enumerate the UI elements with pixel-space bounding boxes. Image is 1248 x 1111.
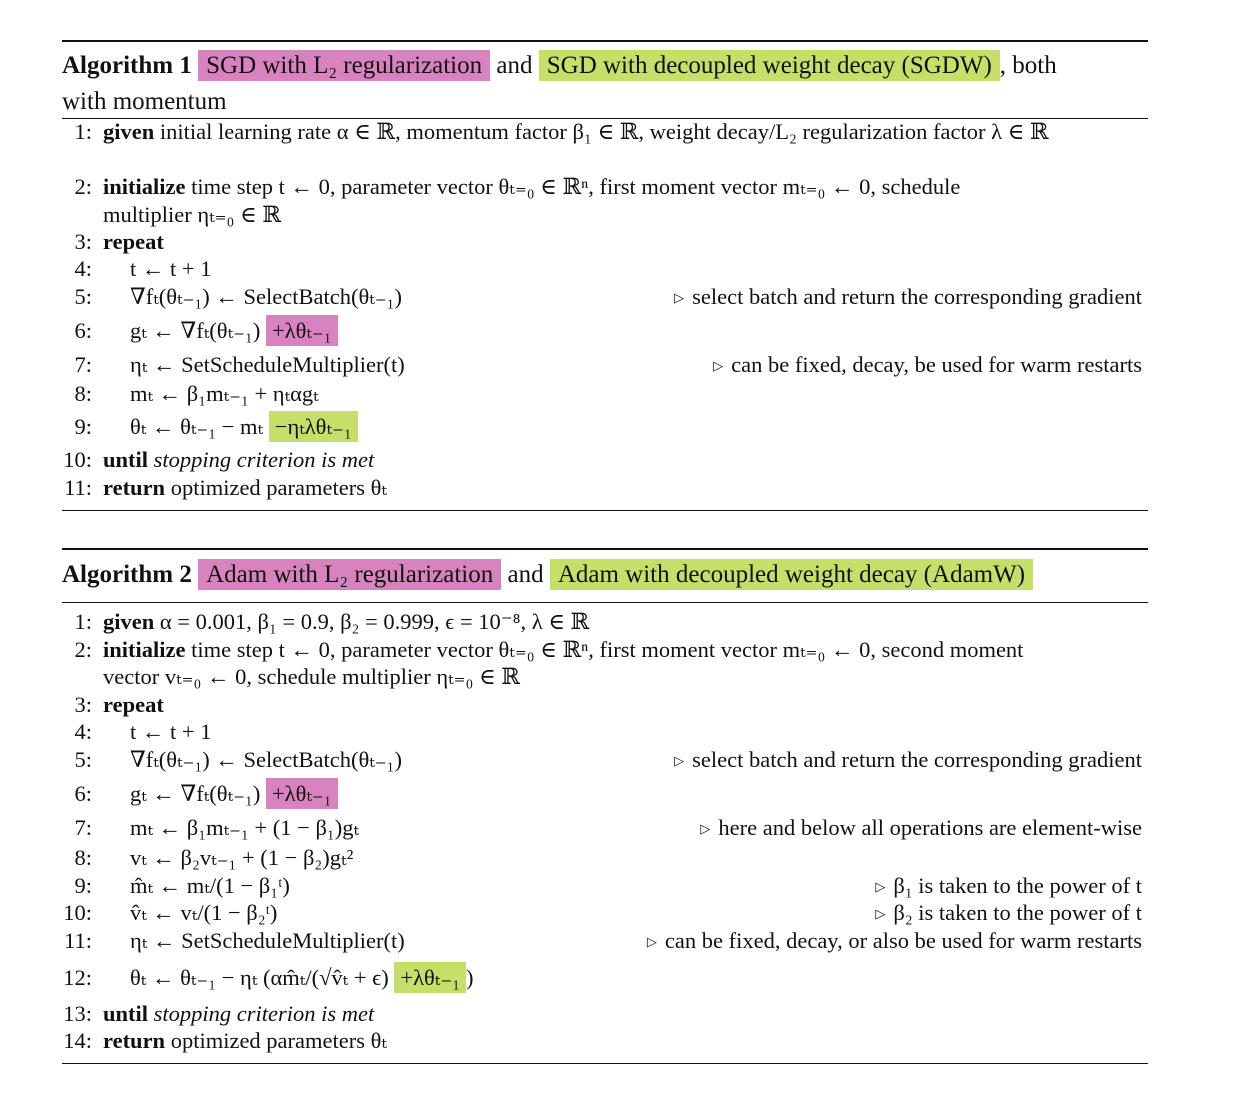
highlighted-term: +λθₜ₋₁ [266,315,338,346]
caption-joiner: and [496,52,533,79]
keyword: until [103,447,149,472]
keyword: return [103,475,166,500]
comment-triangle-icon: ▷ [713,358,724,373]
line-text: t ← t + 1 [130,256,212,281]
line-number: 2: [74,174,92,199]
line-number: 9: [74,873,92,898]
comment-triangle-icon: ▷ [875,906,886,921]
caption-rule [62,602,1148,603]
comment-text: select batch and return the corresponding gradient [692,747,1142,772]
keyword: given [103,609,155,634]
line-text: optimized parameters θₜ [165,1028,387,1053]
comment-triangle-icon: ▷ [700,821,711,836]
keyword: until [103,1001,149,1026]
algorithm-label: Algorithm 1 [62,52,192,79]
line-body [130,814,359,842]
comment-triangle-icon: ▷ [875,879,886,894]
comment-triangle-icon: ▷ [674,290,685,305]
line-number: 8: [74,845,92,870]
line-text: vₜ ← β₂vₜ₋₁ + (1 − β₂)gₜ² [130,845,354,870]
line-number: 11: [64,928,92,953]
keyword: repeat [103,229,164,254]
line-number: 14: [63,1028,92,1053]
line-body [103,1000,374,1028]
line-number: 3: [74,229,92,254]
line-text: v̂ₜ ← vₜ/(1 − β₂ᵗ) [130,900,278,925]
line-text: ηₜ ← SetScheduleMultiplier(t) [130,352,405,377]
line-body [103,691,164,719]
caption-joiner: and [507,561,544,588]
comment-triangle-icon: ▷ [674,753,685,768]
comment-text: select batch and return the corresponding gradient [692,284,1142,309]
caption-tail: , both [999,52,1057,79]
decoupled-variant-name: SGD with decoupled weight decay (SGDW) [539,50,1000,81]
line-text: mₜ ← β₁mₜ₋₁ + (1 − β₁)gₜ [130,815,360,840]
line-number: 6: [74,318,92,343]
top-rule [62,548,1148,550]
algorithm-caption [62,557,1148,592]
highlighted-term: +λθₜ₋₁ [394,962,466,993]
line-text: stopping criterion is met [148,447,375,472]
line-text: m̂ₜ ← mₜ/(1 − β₁ᵗ) [130,873,290,898]
comment-text: β₂ is taken to the power of t [893,900,1142,925]
line-number: 10: [63,900,92,925]
line-comment [875,899,1142,928]
line-number: 1: [74,119,92,144]
comment-text: here and below all operations are element-wise [718,815,1142,840]
algorithm-caption-line2: with momentum [62,88,227,115]
highlighted-term: +λθₜ₋₁ [266,778,338,809]
line-body [130,780,338,808]
line-text: initial learning rate α ∈ ℝ, momentum factor β₁ ∈ ℝ, weight decay/L₂ regularization factor λ ∈ ℝ [154,119,1049,144]
line-comment [674,746,1142,775]
algorithm-label: Algorithm 2 [62,561,192,588]
line-number: 4: [74,719,92,744]
line-number: 5: [74,747,92,772]
line-comment [875,872,1142,901]
line-number: 1: [74,609,92,634]
algorithm-2 [62,0,1148,1111]
line-number: 8: [74,381,92,406]
line-text: mₜ ← β₁mₜ₋₁ + ηₜαgₜ [130,381,319,406]
line-number: 5: [74,284,92,309]
bottom-rule [62,1063,1148,1064]
line-number: 13: [63,1001,92,1026]
line-text: gₜ ← ∇fₜ(θₜ₋₁) [130,781,261,806]
line-text: θₜ ← θₜ₋₁ − ηₜ (αm̂ₜ/(√v̂ₜ + ϵ) [130,965,389,990]
keyword: repeat [103,692,164,717]
line-body [103,636,1023,664]
highlighted-term: −ηₜλθₜ₋₁ [269,411,358,442]
line-number: 9: [74,414,92,439]
line-number: 2: [74,637,92,662]
keyword: initialize [103,637,186,662]
line-body [130,718,211,746]
line-body [130,927,405,955]
decoupled-variant-name: Adam with decoupled weight decay (AdamW) [550,559,1033,590]
closing-paren: ) [466,965,474,990]
line-body [130,844,353,872]
line-number: 7: [74,815,92,840]
line-body [130,746,402,774]
comment-text: β₁ is taken to the power of t [893,873,1142,898]
comment-triangle-icon: ▷ [646,934,657,949]
line-text: ηₜ ← SetScheduleMultiplier(t) [130,928,405,953]
line-text: ∇fₜ(θₜ₋₁) ← SelectBatch(θₜ₋₁) [130,284,403,309]
keyword: given [103,119,155,144]
line-text: ∇fₜ(θₜ₋₁) ← SelectBatch(θₜ₋₁) [130,747,403,772]
comment-text: can be fixed, decay, or also be used for warm restarts [664,928,1142,953]
line-comment [700,814,1142,843]
line-number: 10: [63,447,92,472]
line-number: 6: [74,781,92,806]
line-body [103,608,589,636]
line-text: θₜ ← θₜ₋₁ − mₜ [130,414,264,439]
comment-text: can be fixed, decay, be used for warm restarts [731,352,1142,377]
line-text: t ← t + 1 [130,719,212,744]
line-body [103,1027,387,1055]
line-text: α = 0.001, β₁ = 0.9, β₂ = 0.999, ϵ = 10⁻⁸, λ ∈ ℝ [154,609,590,634]
line-body [130,899,277,927]
line-number: 12: [63,965,92,990]
line-text: time step t ← 0, parameter vector θₜ₌₀ ∈ ℝⁿ, first moment vector mₜ₌₀ ← 0, schedule [185,174,961,199]
l2-variant-name: SGD with L₂ regularization [198,50,490,81]
line-number: 7: [74,352,92,377]
line-text: stopping criterion is met [148,1001,375,1026]
line-number: 11: [64,475,92,500]
line-text: gₜ ← ∇fₜ(θₜ₋₁) [130,318,261,343]
line-number: 3: [74,692,92,717]
keyword: return [103,1028,166,1053]
line-body [130,964,474,992]
line-text: time step t ← 0, parameter vector θₜ₌₀ ∈ ℝⁿ, first moment vector mₜ₌₀ ← 0, second moment [185,637,1024,662]
line-comment [647,927,1142,956]
line-body [130,872,290,900]
line-text: optimized parameters θₜ [165,475,387,500]
l2-variant-name: Adam with L₂ regularization [198,559,501,590]
line-continuation: multiplier ηₜ₌₀ ∈ ℝ [103,202,282,227]
keyword: initialize [103,174,186,199]
line-continuation: vector vₜ₌₀ ← 0, schedule multiplier ηₜ₌₀ ∈ ℝ [103,664,520,689]
line-number: 4: [74,256,92,281]
